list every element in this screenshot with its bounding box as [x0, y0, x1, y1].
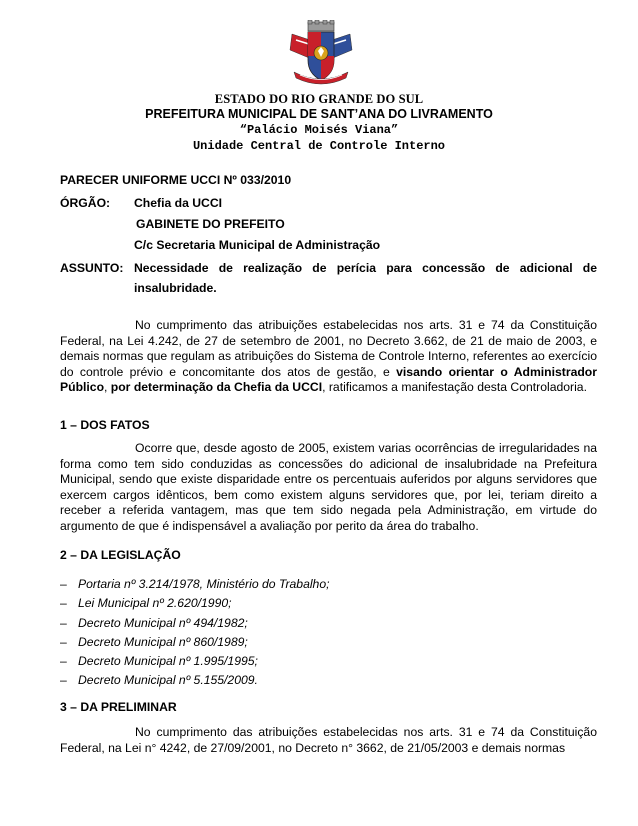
assunto-line-2: insalubridade.	[134, 281, 217, 295]
orgao-line-2: GABINETE DO PREFEITO	[136, 217, 285, 231]
list-item: – Decreto Municipal nº 1.995/1995;	[60, 654, 258, 669]
intro-text-1: No cumprimento das atribuições estabelecidas nos arts. 31 e 74 da Constituição Federal, na Lei 4.242, de 27 de setembro de 2001, no Decreto 3.662, de 21 de maio de 2003, e demais normas que regulam as atribuições do Sistema de Controle Interno, referentes ao exercício do controle prévio e concomitante dos atos de gestão, e	[60, 318, 597, 379]
assunto-label: ASSUNTO:	[60, 261, 124, 275]
section-fatos-title: 1 – DOS FATOS	[60, 418, 150, 432]
list-item: – Decreto Municipal nº 494/1982;	[60, 615, 248, 630]
intro-bold-2: por determinação da Chefia da UCCI	[110, 380, 323, 395]
fatos-paragraph	[60, 441, 597, 535]
preliminar-text: No cumprimento das atribuições estabelecidas nos arts. 31 e 74 da Constituição Federal, na Lei n° 4242, de 27/09/2001, no Decreto n° 3662, de 21/05/2003 e demais normas	[60, 725, 597, 755]
section-legislacao-title: 2 – DA LEGISLAÇÃO	[60, 548, 181, 562]
intro-text-3: , ratificamos a manifestação desta Controladoria.	[322, 380, 587, 395]
list-item: – Portaria nº 3.214/1978, Ministério do Trabalho;	[60, 577, 330, 591]
unit-subheading: Unidade Central de Controle Interno	[192, 139, 446, 153]
orgao-line-3: C/c Secretaria Municipal de Administração	[134, 238, 381, 252]
palace-subheading: “Palácio Moisés Viana”	[239, 123, 399, 137]
legislation-list	[60, 575, 330, 691]
prefecture-heading: PREFEITURA MUNICIPAL DE SANT’ANA DO LIVRAMENTO	[145, 107, 493, 121]
municipal-coat-of-arms	[286, 20, 356, 86]
list-item: – Lei Municipal nº 2.620/1990;	[60, 596, 232, 611]
list-item: – Decreto Municipal nº 5.155/2009.	[60, 673, 258, 688]
document-title: PARECER UNIFORME UCCI Nº 033/2010	[60, 173, 292, 187]
assunto-line-1: Necessidade de realização de perícia para concessão de adicional de	[134, 261, 597, 275]
section-preliminar-title: 3 – DA PRELIMINAR	[60, 700, 177, 714]
fatos-text: Ocorre que, desde agosto de 2005, existem varias ocorrências de irregularidades na forma como tem sido conduzidas as concessões do adicional de insalubridade na Prefeitura Municipal, sendo que existe disparidade entre os percentuais auferidos por alguns servidores que exercem cargos idênticos, bem como existem alguns servidores que, por lei, teriam direito a receber a referida vantagem, mas que tem sido negada pela Administração, em virtude do argumento de que é indispensável a avaliação por perito da área do trabalho.	[60, 441, 597, 533]
preliminar-paragraph	[60, 725, 597, 756]
orgao-label: ÓRGÃO:	[60, 196, 111, 210]
intro-bold-1: visando orientar o Administrador Público	[60, 364, 597, 395]
intro-text-2: ,	[104, 380, 111, 395]
state-heading: ESTADO DO RIO GRANDE DO SUL	[214, 92, 424, 106]
intro-paragraph	[60, 318, 597, 396]
list-item: – Decreto Municipal nº 860/1989;	[60, 634, 248, 649]
orgao-line-1: Chefia da UCCI	[134, 196, 223, 210]
